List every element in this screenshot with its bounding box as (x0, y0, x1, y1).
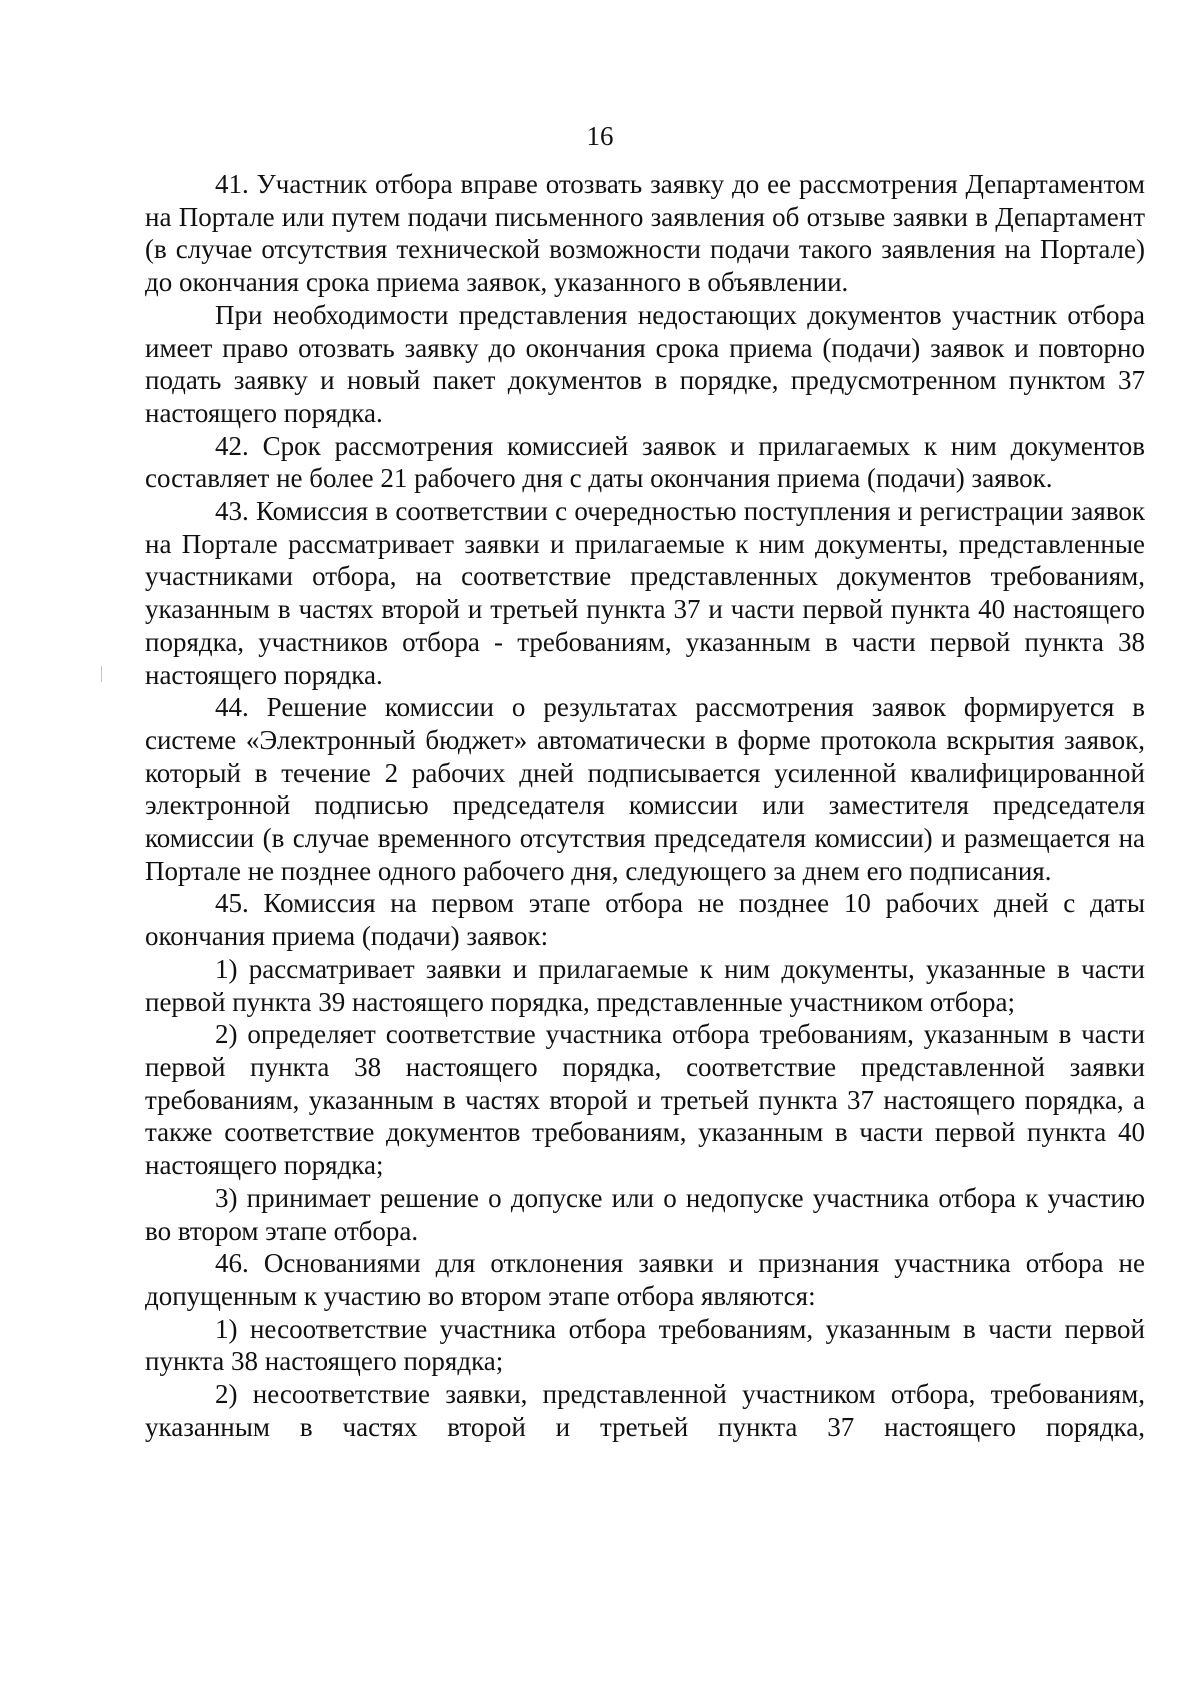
paragraph-45-item-3: 3) принимает решение о допуске или о недопуске участника отбора к участию во втором этапе отбора. (145, 1182, 1145, 1246)
paragraph-46: 46. Основаниями для отклонения заявки и признания участника отбора не допущенным к участию во втором этапе отбора являются: (145, 1248, 1145, 1311)
paragraph-46-item-2: 2) несоответствие заявки, представленной участником отбора, требованиям, указанным в частях второй и третьей пункта 37 настоящего порядка, (145, 1379, 1145, 1442)
paragraph-42: 42. Срок рассмотрения комиссией заявок и прилагаемых к ним документов составляет не более 21 рабочего дня с даты окончания приема (подачи) заявок. (145, 430, 1145, 494)
paragraph-41-continuation: При необходимости представления недостающих документов участник отбора имеет право отозвать заявку до окончания срока приема (подачи) заявок и повторно подать заявку и новый пакет документов в порядке, предусмотренном пунктом 37 настоящего порядка. (145, 299, 1145, 428)
paragraph-41: 41. Участник отбора вправе отозвать заявку до ее рассмотрения Департаментом на Портале или путем подачи письменного заявления об отзыве заявки в Департамент (в случае отсутствия технической возможности подачи такого заявления на Портале) до окончания срока приема заявок, указанного в объявлении. (145, 169, 1145, 298)
paragraph-44: 44. Решение комиссии о результатах рассмотрения заявок формируется в системе «Электронный бюджет» автоматически в форме протокола вскрытия заявок, который в течение 2 рабочих дней подписывается усиленной квалифицированной электронной подписью председателя комиссии или заместителя председателя комиссии (в случае временного отсутствия председателя комиссии) и размещается на Портале не позднее одного рабочего дня, следующего за днем его подписания. (145, 692, 1145, 886)
paragraph-43: 43. Комиссия в соответствии с очередностью поступления и регистрации заявок на Портале рассматривает заявки и прилагаемые к ним документы, представленные участниками отбора, на соответствие представленных документов требованиям, указанным в частях второй и третьей пункта 37 и части первой пункта 40 настоящего порядка, участников отбора - требованиям, указанным в части первой пункта 38 настоящего порядка. (145, 496, 1145, 690)
paragraph-45-item-1: 1) рассматривает заявки и прилагаемые к ним документы, указанные в части первой пункта 39 настоящего порядка, представленные участником отбора; (145, 953, 1145, 1017)
paragraph-45-item-2: 2) определяет соответствие участника отбора требованиям, указанным в части первой пункта 38 настоящего порядка, соответствие представленной заявки требованиям, указанным в частях второй и третьей пункта 37 настоящего порядка, а также соответствие документов требованиям, указанным в части первой пункта 40 настоящего порядка; (145, 1019, 1145, 1181)
page-number: 16 (586, 121, 614, 151)
document-body (145, 168, 1145, 1443)
paragraph-45: 45. Комиссия на первом этапе отбора не позднее 10 рабочих дней с даты окончания приема (подачи) заявок: (145, 888, 1145, 952)
margin-mark (101, 666, 102, 682)
paragraph-46-item-1: 1) несоответствие участника отбора требованиям, указанным в части первой пункта 38 настоящего порядка; (145, 1313, 1145, 1377)
